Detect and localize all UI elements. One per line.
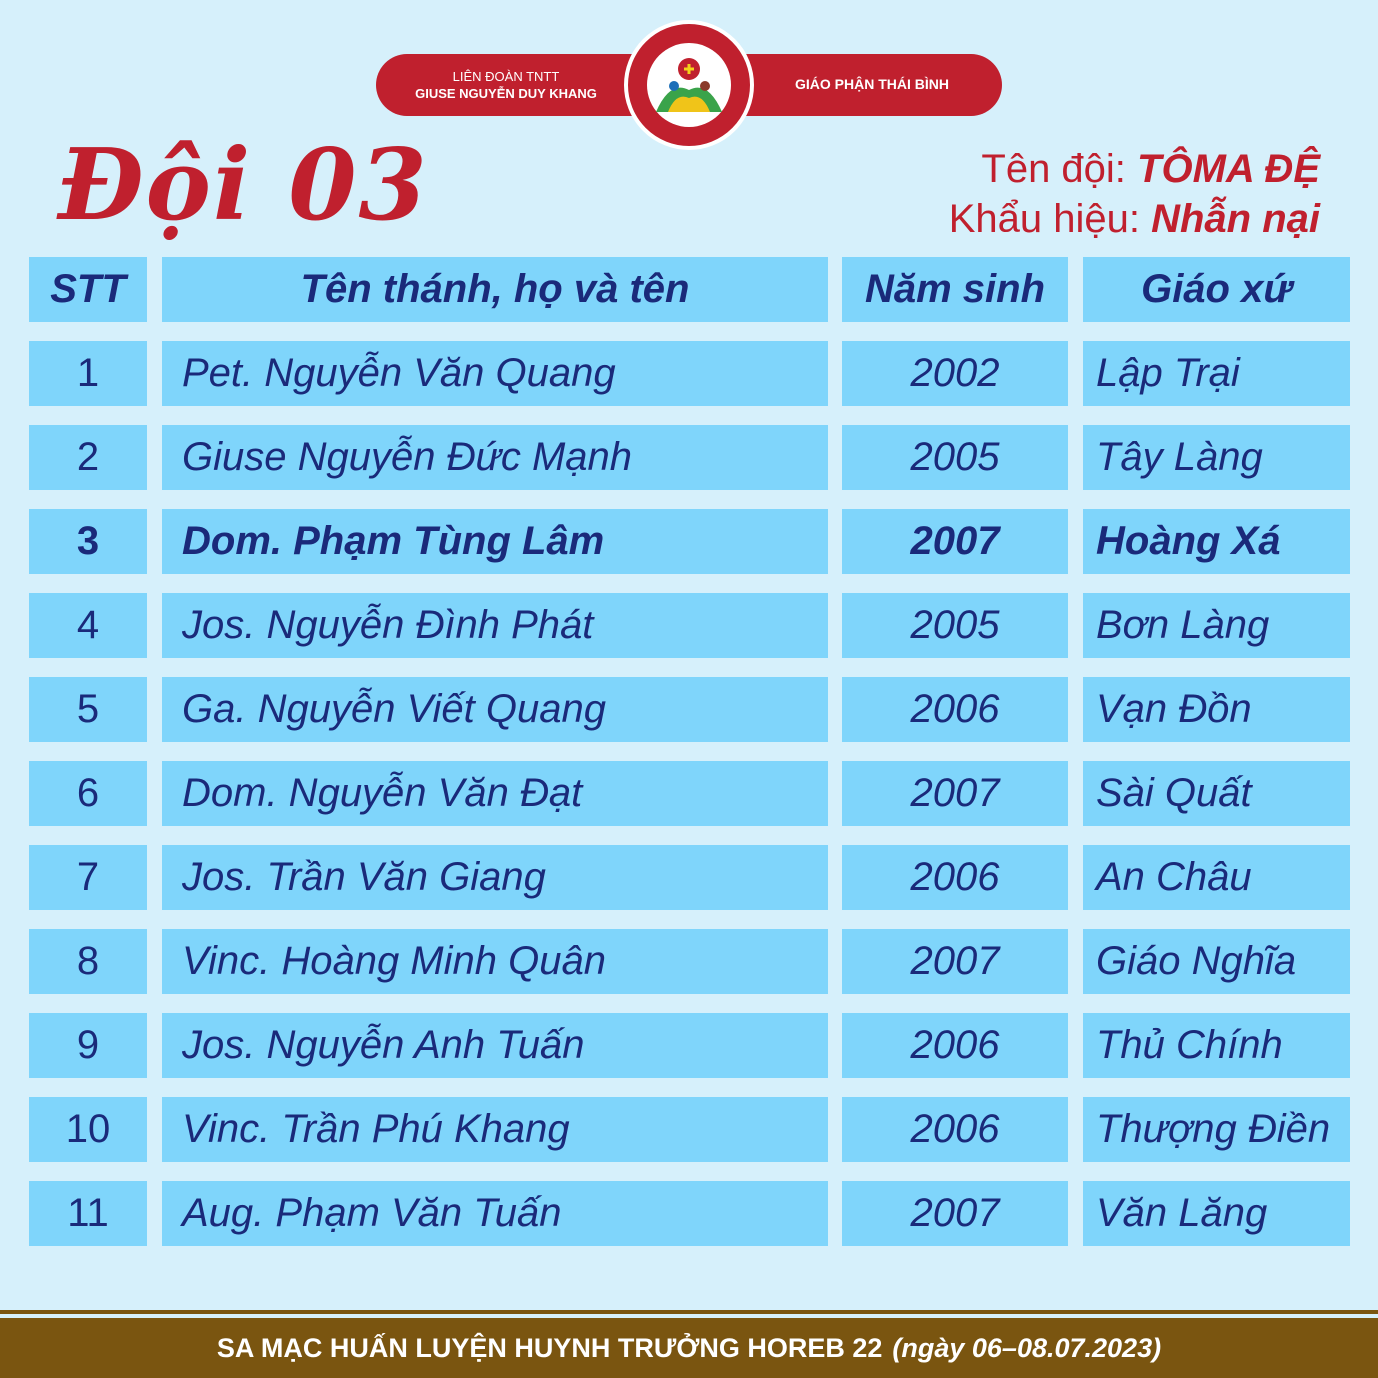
row-stt: 4 — [29, 593, 147, 658]
team-name-label: Tên đội: — [981, 147, 1126, 191]
row-stt: 7 — [29, 845, 147, 910]
column-header-year: Năm sinh — [842, 257, 1068, 322]
row-name: Jos. Nguyễn Anh Tuấn — [162, 1013, 828, 1078]
row-year: 2006 — [842, 677, 1068, 742]
footer-title: SA MẠC HUẤN LUYỆN HUYNH TRƯỞNG HOREB 22 — [216, 1332, 883, 1363]
row-name: Aug. Phạm Văn Tuấn — [162, 1181, 828, 1246]
row-stt: 6 — [29, 761, 147, 826]
team-info — [949, 144, 1320, 244]
row-year: 2005 — [842, 425, 1068, 490]
row-name: Pet. Nguyễn Văn Quang — [162, 341, 828, 406]
row-year: 2007 — [842, 1181, 1068, 1246]
team-name-value: TÔMA ĐỆ — [1137, 147, 1320, 191]
row-stt: 3 — [29, 509, 147, 574]
federation-line-2: GIUSE NGUYỄN DUY KHANG — [415, 86, 597, 101]
row-year: 2006 — [842, 1097, 1068, 1162]
team-motto-row — [949, 194, 1320, 244]
row-name: Dom. Nguyễn Văn Đạt — [162, 761, 828, 826]
tntt-emblem-icon — [624, 20, 754, 150]
team-motto-label: Khẩu hiệu: — [948, 197, 1140, 241]
team-name-row — [949, 144, 1320, 194]
row-name: Vinc. Hoàng Minh Quân — [162, 929, 828, 994]
footer-divider — [0, 1310, 1378, 1314]
row-year: 2005 — [842, 593, 1068, 658]
row-year: 2007 — [842, 761, 1068, 826]
row-name: Dom. Phạm Tùng Lâm — [162, 509, 828, 574]
row-parish: Thủ Chính — [1083, 1013, 1350, 1078]
row-parish: Bơn Làng — [1083, 593, 1350, 658]
row-name: Jos. Nguyễn Đình Phát — [162, 593, 828, 658]
row-name: Jos. Trần Văn Giang — [162, 845, 828, 910]
row-name: Vinc. Trần Phú Khang — [162, 1097, 828, 1162]
team-title: Đội 03 — [58, 128, 429, 243]
row-parish: Thượng Điền — [1083, 1097, 1350, 1162]
column-header-stt: STT — [29, 257, 147, 322]
row-parish: Sài Quất — [1083, 761, 1350, 826]
column-header-parish: Giáo xứ — [1083, 257, 1350, 322]
row-year: 2007 — [842, 509, 1068, 574]
row-parish: Vạn Đồn — [1083, 677, 1350, 742]
row-stt: 10 — [29, 1097, 147, 1162]
row-stt: 2 — [29, 425, 147, 490]
row-year: 2007 — [842, 929, 1068, 994]
row-stt: 5 — [29, 677, 147, 742]
row-year: 2006 — [842, 845, 1068, 910]
row-parish: Văn Lăng — [1083, 1181, 1350, 1246]
row-parish: Hoàng Xá — [1083, 509, 1350, 574]
row-year: 2002 — [842, 341, 1068, 406]
row-parish: Lập Trại — [1083, 341, 1350, 406]
row-name: Giuse Nguyễn Đức Mạnh — [162, 425, 828, 490]
row-parish: Tây Làng — [1083, 425, 1350, 490]
row-name: Ga. Nguyễn Viết Quang — [162, 677, 828, 742]
row-parish: Giáo Nghĩa — [1083, 929, 1350, 994]
row-stt: 9 — [29, 1013, 147, 1078]
row-year: 2006 — [842, 1013, 1068, 1078]
team-motto-value: Nhẫn nại — [1151, 197, 1320, 241]
footer-date: (ngày 06–08.07.2023) — [892, 1332, 1162, 1363]
row-stt: 11 — [29, 1181, 147, 1246]
column-header-name: Tên thánh, họ và tên — [162, 257, 828, 322]
row-stt: 1 — [29, 341, 147, 406]
diocese-name: GIÁO PHẬN THÁI BÌNH — [795, 76, 949, 92]
federation-line-1: LIÊN ĐOÀN TNTT — [452, 69, 560, 84]
footer-banner — [0, 1318, 1378, 1378]
row-stt: 8 — [29, 929, 147, 994]
federation-name — [376, 68, 636, 102]
row-parish: An Châu — [1083, 845, 1350, 910]
